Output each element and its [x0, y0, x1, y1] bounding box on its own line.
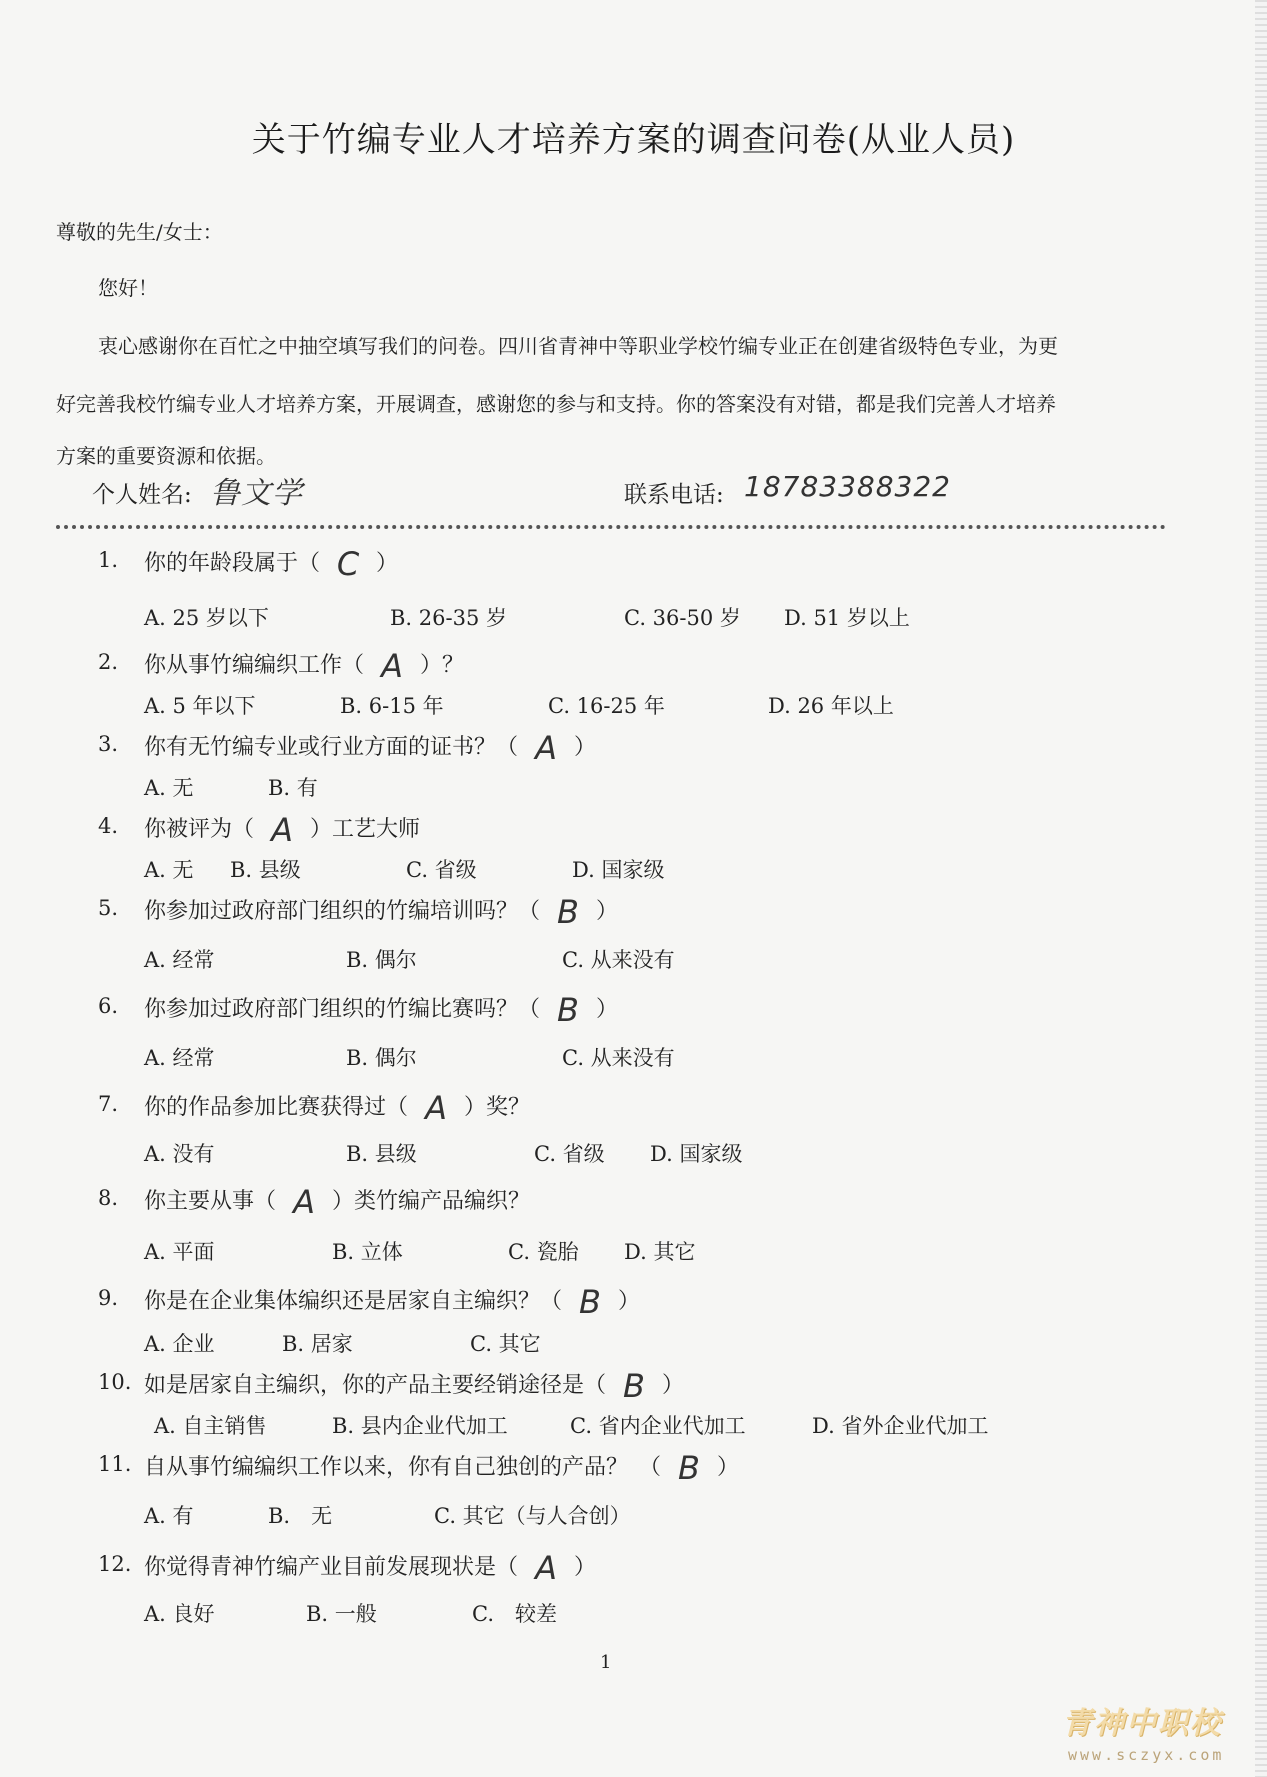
handwritten-answer: A [425, 1089, 447, 1127]
dotted-divider [56, 525, 1166, 529]
option: D. 51 岁以上 [784, 606, 910, 630]
question-1 [144, 545, 399, 583]
question-7 [144, 1089, 531, 1127]
question-2 [144, 647, 465, 685]
option: B. 立体 [332, 1240, 403, 1264]
option: D. 省外企业代加工 [812, 1414, 989, 1438]
question-number: 1. [98, 548, 119, 572]
question-text: 你参加过政府部门组织的竹编比赛吗？（ [144, 997, 541, 1022]
page-number: 1 [600, 1652, 612, 1673]
question-10 [144, 1367, 685, 1405]
question-text-end: ） [618, 1289, 641, 1314]
handwritten-answer: B [557, 991, 579, 1029]
handwritten-answer: B [557, 893, 579, 931]
option: A. 良好 [144, 1602, 215, 1626]
option: D. 其它 [624, 1240, 696, 1264]
question-number: 5. [98, 896, 119, 920]
name-label: 个人姓名: [92, 482, 192, 508]
question-number: 7. [98, 1092, 119, 1116]
option: C. 省级 [534, 1142, 605, 1166]
question-number: 4. [98, 814, 119, 838]
option: C. 36-50 岁 [624, 606, 741, 630]
phone-label: 联系电话: [624, 482, 724, 508]
intro-line-2: 好完善我校竹编专业人才培养方案，开展调查，感谢您的参与和支持。你的答案没有对错，都是我们完善人才培养 [56, 392, 1056, 416]
option: B. 偶尔 [346, 948, 417, 972]
option: B. 无 [268, 1504, 333, 1528]
question-text: 你的作品参加比赛获得过（ [144, 1095, 409, 1120]
handwritten-answer: B [579, 1283, 601, 1321]
watermark-logo: 青神中职校 [1062, 1706, 1222, 1741]
option: D. 26 年以上 [768, 694, 894, 718]
option: C. 瓷胎 [508, 1240, 579, 1264]
option: A. 5 年以下 [144, 694, 256, 718]
handwritten-answer: A [535, 1549, 557, 1587]
hello: 您好！ [98, 276, 158, 300]
phone-value: 18783388322 [744, 470, 951, 503]
option: A. 有 [144, 1504, 194, 1528]
option: B. 居家 [282, 1332, 353, 1356]
handwritten-answer: A [535, 729, 557, 767]
question-text: 你参加过政府部门组织的竹编培训吗？（ [144, 899, 541, 924]
option: A. 没有 [144, 1142, 215, 1166]
question-number: 10. [98, 1370, 132, 1394]
handwritten-answer: B [623, 1367, 645, 1405]
question-text-end: ）工艺大师 [310, 817, 421, 842]
option: B. 有 [268, 776, 318, 800]
option: A. 平面 [144, 1240, 215, 1264]
question-text-end: ） [574, 1555, 597, 1580]
handwritten-answer: C [336, 545, 360, 583]
handwritten-answer: A [293, 1183, 315, 1221]
question-5 [144, 893, 619, 931]
question-text: 你被评为（ [144, 817, 255, 842]
question-text-end: ） [376, 551, 399, 576]
intro-line-1: 衷心感谢你在百忙之中抽空填写我们的问卷。四川省青神中等职业学校竹编专业正在创建省级特色专业，为更 [98, 334, 1058, 358]
option: A. 经常 [144, 948, 215, 972]
greeting: 尊敬的先生/女士： [56, 220, 223, 244]
option: B. 县级 [230, 858, 301, 882]
option: A. 无 [144, 776, 194, 800]
question-number: 2. [98, 650, 119, 674]
question-text-end: ） [596, 997, 619, 1022]
question-text: 你有无竹编专业或行业方面的证书？（ [144, 735, 519, 760]
question-11 [144, 1449, 740, 1487]
option: B. 县内企业代加工 [332, 1414, 508, 1438]
option: A. 无 [144, 858, 194, 882]
question-number: 12. [98, 1552, 132, 1576]
option: C. 16-25 年 [548, 694, 665, 718]
question-text: 你是在企业集体编织还是居家自主编织？（ [144, 1289, 563, 1314]
intro-line-3: 方案的重要资源和依据。 [56, 444, 276, 468]
question-12 [144, 1549, 597, 1587]
scan-edge [1255, 0, 1267, 1777]
question-text-end: ）类竹编产品编织？ [332, 1189, 531, 1214]
question-number: 3. [98, 732, 119, 756]
option: C. 其它（与人合创） [434, 1504, 631, 1528]
option: D. 国家级 [572, 858, 665, 882]
question-text: 如是居家自主编织，你的产品主要经销途径是（ [144, 1373, 607, 1398]
question-8 [144, 1183, 531, 1221]
option: B. 一般 [306, 1602, 377, 1626]
question-text: 自从事竹编编织工作以来，你有自己独创的产品？ （ [144, 1455, 662, 1480]
question-9 [144, 1283, 641, 1321]
page-title: 关于竹编专业人才培养方案的调查问卷(从业人员) [251, 120, 1016, 160]
option: C. 其它 [470, 1332, 541, 1356]
option: D. 国家级 [650, 1142, 743, 1166]
question-text-end: ） [596, 899, 619, 924]
handwritten-answer: A [381, 647, 403, 685]
question-text-end: ） [662, 1373, 685, 1398]
option: C. 从来没有 [562, 1046, 675, 1070]
question-4 [144, 811, 421, 849]
question-number: 9. [98, 1286, 119, 1310]
question-number: 6. [98, 994, 119, 1018]
option: C. 较差 [472, 1602, 557, 1626]
option: C. 从来没有 [562, 948, 675, 972]
watermark-url: www.sczyx.com [1068, 1746, 1225, 1764]
option: C. 省内企业代加工 [570, 1414, 746, 1438]
question-3 [144, 729, 597, 767]
question-text: 你从事竹编编织工作（ [144, 653, 365, 678]
option: B. 偶尔 [346, 1046, 417, 1070]
name-value: 鲁文学 [210, 476, 303, 511]
option: B. 县级 [346, 1142, 417, 1166]
option: A. 25 岁以下 [144, 606, 269, 630]
handwritten-answer: B [678, 1449, 700, 1487]
option: B. 6-15 年 [340, 694, 444, 718]
option: C. 省级 [406, 858, 477, 882]
question-text-end: ） [574, 735, 597, 760]
option: A. 企业 [144, 1332, 215, 1356]
question-text: 你的年龄段属于（ [144, 551, 321, 576]
question-number: 8. [98, 1186, 119, 1210]
handwritten-answer: A [271, 811, 293, 849]
question-text-end: ） [717, 1455, 740, 1480]
question-number: 11. [98, 1452, 132, 1476]
question-text-end: ）奖？ [464, 1095, 531, 1120]
question-text-end: ）？ [420, 653, 465, 678]
question-6 [144, 991, 619, 1029]
option: B. 26-35 岁 [390, 606, 507, 630]
question-text: 你主要从事（ [144, 1189, 277, 1214]
question-text: 你觉得青神竹编产业目前发展现状是（ [144, 1555, 519, 1580]
option: A. 经常 [144, 1046, 215, 1070]
option: A. 自主销售 [154, 1414, 267, 1438]
